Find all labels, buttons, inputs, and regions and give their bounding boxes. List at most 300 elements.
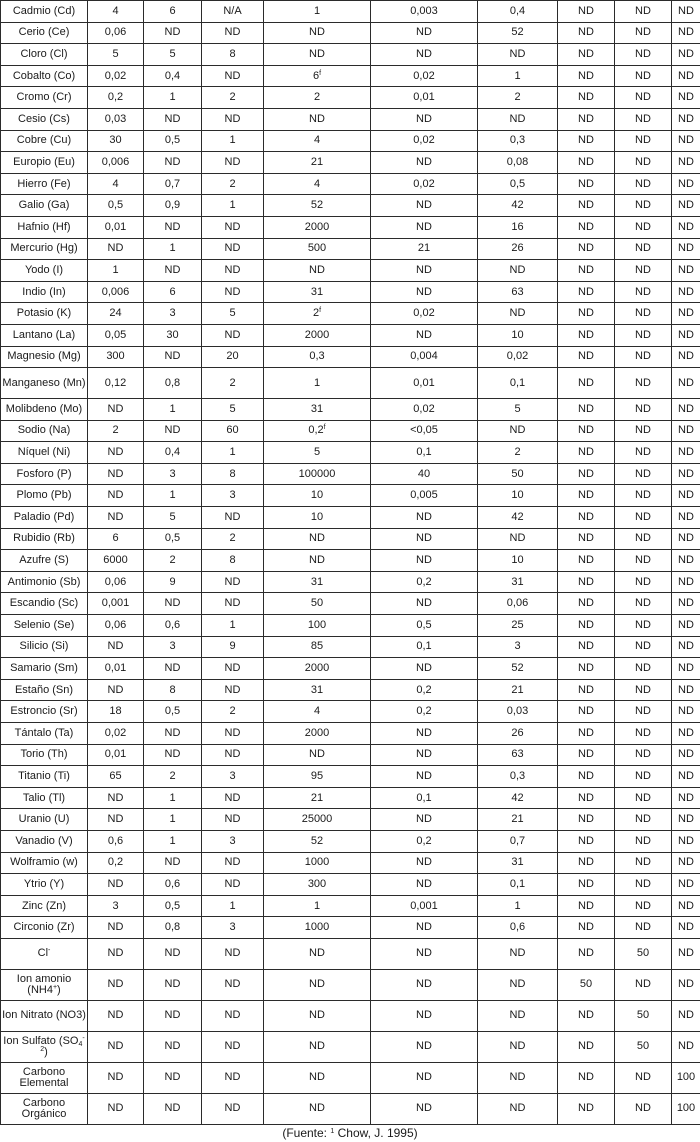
table-cell: [264, 1062, 371, 1093]
table-cell: [478, 399, 558, 421]
table-row: [1, 485, 700, 507]
table-cell: [202, 420, 264, 442]
table-cell: [615, 108, 672, 130]
row-label: [1, 701, 88, 723]
cell-value: ND: [578, 328, 594, 341]
table-cell: [202, 852, 264, 874]
cell-value: ND: [107, 813, 124, 826]
table-cell: [144, 260, 202, 282]
table-cell: [478, 615, 558, 637]
cell-value: ND: [678, 467, 694, 480]
cell-value: ND: [107, 683, 124, 696]
table-cell: [202, 744, 264, 766]
cell-value: ND: [509, 1009, 526, 1022]
row-label: [1, 615, 88, 637]
row-label-text: Samario (Sm): [10, 662, 78, 675]
cell-value: ND: [635, 726, 651, 739]
cell-value: 1: [169, 834, 176, 847]
row-label-text: Estaño (Sn): [14, 683, 74, 696]
table-cell: [615, 195, 672, 217]
table-cell: [558, 399, 615, 421]
cell-value: ND: [678, 856, 694, 869]
table-cell: [144, 87, 202, 109]
cell-value: ND: [107, 1009, 124, 1022]
table-cell: [558, 87, 615, 109]
table-cell: [371, 216, 478, 238]
table-cell: [264, 969, 371, 1000]
cell-value: ND: [578, 242, 594, 255]
table-cell: [371, 636, 478, 658]
cell-value: ND: [416, 856, 432, 869]
table-cell: [88, 679, 144, 701]
table-cell: [144, 485, 202, 507]
cell-value: ND: [416, 1040, 432, 1053]
row-label: [1, 195, 88, 217]
cell-value: ND: [635, 402, 651, 415]
table-cell: [672, 969, 700, 1000]
cell-value: 2000: [304, 662, 330, 675]
table-cell: [615, 399, 672, 421]
table-cell: [558, 874, 615, 896]
table-cell: [615, 442, 672, 464]
table-cell: [144, 238, 202, 260]
table-cell: [672, 65, 700, 87]
table-cell: [144, 636, 202, 658]
table-row: [1, 679, 700, 701]
cell-value: 3: [229, 834, 236, 847]
cell-value: ND: [635, 112, 651, 125]
cell-value: ND: [678, 134, 694, 147]
table-cell: [371, 969, 478, 1000]
table-cell: [615, 1031, 672, 1062]
table-cell: [264, 636, 371, 658]
table-row: [1, 1031, 700, 1062]
cell-value: 31: [310, 575, 324, 588]
cell-value: ND: [678, 726, 694, 739]
table-cell: [478, 324, 558, 346]
cell-value: 0,3: [309, 350, 325, 363]
table-cell: [88, 636, 144, 658]
cell-value: 0,1: [416, 640, 432, 653]
row-label: [1, 809, 88, 831]
table-cell: [615, 658, 672, 680]
table-row: [1, 938, 700, 969]
cell-value: 50: [636, 1009, 650, 1022]
table-cell: [144, 65, 202, 87]
source-caption: [0, 1126, 700, 1140]
table-row: [1, 346, 700, 368]
table-cell: [371, 420, 478, 442]
table-cell: [478, 1062, 558, 1093]
cell-value: ND: [224, 813, 241, 826]
cell-value: ND: [678, 1009, 694, 1022]
table-cell: [88, 399, 144, 421]
cell-value: 1: [169, 813, 176, 826]
row-label: [1, 550, 88, 572]
table-cell: [88, 152, 144, 174]
table-cell: [371, 1000, 478, 1031]
cell-value: ND: [635, 532, 651, 545]
table-cell: [478, 173, 558, 195]
cell-value: 6: [169, 4, 176, 17]
cell-value: ND: [635, 748, 651, 761]
table-row: [1, 1093, 700, 1124]
table-cell: [478, 1000, 558, 1031]
cell-value: ND: [509, 112, 526, 125]
table-cell: [615, 917, 672, 939]
table-cell: [558, 195, 615, 217]
cell-value: ND: [578, 510, 594, 523]
cell-value: ND: [416, 532, 432, 545]
cell-value: 5: [229, 402, 236, 415]
table-cell: [202, 368, 264, 399]
table-cell: [478, 830, 558, 852]
cell-value: ND: [509, 424, 526, 437]
row-label: [1, 723, 88, 745]
cell-value: ND: [578, 791, 594, 804]
cell-value: 0,01: [413, 376, 435, 389]
cell-value: 24: [109, 307, 122, 320]
cell-value: ND: [509, 307, 526, 320]
table-cell: [558, 615, 615, 637]
cell-value: 0,5: [164, 532, 181, 545]
cell-value: ND: [678, 242, 694, 255]
table-cell: [615, 938, 672, 969]
table-cell: [88, 216, 144, 238]
table-cell: [371, 571, 478, 593]
cell-value: 21: [511, 813, 524, 826]
cell-value: ND: [578, 899, 594, 912]
table-cell: [144, 917, 202, 939]
cell-value: ND: [635, 489, 651, 502]
table-cell: [202, 399, 264, 421]
table-row: [1, 895, 700, 917]
cell-value: ND: [578, 575, 594, 588]
table-cell: [88, 969, 144, 1000]
cell-value: ND: [678, 662, 694, 675]
table-row: [1, 65, 700, 87]
row-label-text: Carbono Orgánico: [21, 1096, 67, 1120]
table-cell: [558, 1, 615, 23]
cell-value: ND: [578, 47, 594, 60]
table-cell: [202, 571, 264, 593]
cell-value: ND: [635, 640, 651, 653]
cell-value: ND: [164, 748, 181, 761]
cell-value: 0,06: [506, 597, 529, 610]
cell-value: ND: [578, 726, 594, 739]
cell-value: ND: [509, 978, 526, 991]
table-cell: [264, 852, 371, 874]
cell-value: 100000: [298, 467, 336, 480]
cell-value: 0,01: [413, 91, 435, 104]
table-cell: [144, 550, 202, 572]
cell-value: 31: [511, 856, 524, 869]
cell-value: ND: [578, 813, 594, 826]
table-cell: [88, 809, 144, 831]
table-cell: [615, 485, 672, 507]
table-cell: [478, 1093, 558, 1124]
row-label-text: Titanio (Ti): [18, 769, 70, 782]
table-cell: [371, 593, 478, 615]
table-cell: [558, 528, 615, 550]
cell-value: ND: [635, 69, 651, 82]
cell-value: 60: [226, 424, 239, 437]
cell-value: ND: [678, 791, 694, 804]
table-cell: [264, 830, 371, 852]
table-cell: [371, 260, 478, 282]
cell-value: ND: [416, 1102, 432, 1115]
cell-value: 0,1: [416, 446, 432, 459]
table-cell: [202, 65, 264, 87]
row-label-text: Estroncio (Sr): [10, 705, 78, 718]
table-cell: [144, 593, 202, 615]
table-cell: [558, 1000, 615, 1031]
cell-value: ND: [224, 662, 241, 675]
cell-value: ND: [635, 877, 651, 890]
table-cell: [371, 303, 478, 325]
cell-value: 42: [511, 510, 524, 523]
cell-value: ND: [678, 47, 694, 60]
table-cell: [264, 938, 371, 969]
table-row: [1, 238, 700, 260]
table-cell: [558, 281, 615, 303]
row-label: [1, 830, 88, 852]
row-label-text: Yodo (I): [24, 263, 64, 276]
row-label: [1, 463, 88, 485]
row-label: [1, 852, 88, 874]
table-cell: [144, 346, 202, 368]
cell-value: 85: [310, 640, 324, 653]
cell-value: 8: [169, 683, 176, 696]
table-cell: [371, 65, 478, 87]
cell-value: 1: [313, 899, 321, 912]
table-cell: [264, 917, 371, 939]
cell-value: 21: [310, 791, 324, 804]
cell-value: 2: [229, 177, 236, 190]
cell-value: ND: [578, 947, 594, 960]
cell-value: 0,1: [509, 877, 526, 890]
cell-value: 50: [579, 978, 593, 991]
table-cell: [672, 852, 700, 874]
table-cell: [371, 658, 478, 680]
table-cell: [202, 44, 264, 66]
cell-value: 31: [310, 285, 324, 298]
table-cell: [202, 787, 264, 809]
cell-value: ND: [635, 307, 651, 320]
table-cell: [88, 368, 144, 399]
cell-value: 1000: [304, 856, 330, 869]
table-cell: [88, 260, 144, 282]
table-cell: [558, 550, 615, 572]
cell-value: 0,06: [104, 575, 127, 588]
cell-value: 1: [169, 489, 176, 502]
table-cell: [264, 130, 371, 152]
table-cell: [144, 1062, 202, 1093]
table-row: [1, 420, 700, 442]
table-cell: [264, 44, 371, 66]
cell-value: N/A: [223, 4, 242, 17]
table-cell: [88, 346, 144, 368]
table-cell: [558, 1062, 615, 1093]
table-cell: [615, 550, 672, 572]
table-cell: [202, 1031, 264, 1062]
cell-value: ND: [578, 1040, 594, 1053]
table-cell: [558, 895, 615, 917]
cell-value: ND: [224, 1102, 241, 1115]
table-cell: [88, 766, 144, 788]
cell-value: ND: [678, 834, 694, 847]
table-row: [1, 969, 700, 1000]
table-cell: [558, 442, 615, 464]
table-row: [1, 195, 700, 217]
table-cell: [88, 485, 144, 507]
cell-value: 6: [312, 69, 320, 82]
cell-value: ND: [416, 877, 432, 890]
table-cell: [672, 399, 700, 421]
table-cell: [478, 130, 558, 152]
cell-value: ND: [164, 112, 181, 125]
cell-value: 1: [169, 242, 176, 255]
table-cell: [144, 442, 202, 464]
table-cell: [264, 528, 371, 550]
cell-value: 100: [676, 1102, 696, 1115]
cell-value: ND: [578, 199, 594, 212]
table-cell: [371, 1, 478, 23]
table-row: [1, 260, 700, 282]
cell-value: ND: [578, 155, 594, 168]
table-cell: [264, 723, 371, 745]
cell-value: ND: [678, 220, 694, 233]
row-label: [1, 1031, 88, 1062]
caption-footnote-mark: 1: [330, 1128, 335, 1135]
table-cell: [88, 550, 144, 572]
table-row: [1, 324, 700, 346]
table-cell: [615, 701, 672, 723]
cell-value: ND: [678, 328, 694, 341]
table-cell: [558, 130, 615, 152]
table-cell: [672, 701, 700, 723]
cell-value: ND: [678, 263, 694, 276]
table-cell: [371, 130, 478, 152]
cell-value: 1: [313, 4, 321, 17]
cell-value: 0,1: [416, 791, 432, 804]
cell-value: 21: [310, 155, 324, 168]
table-cell: [144, 507, 202, 529]
table-cell: [478, 636, 558, 658]
table-cell: [88, 830, 144, 852]
row-label-superscript: +: [52, 983, 58, 991]
table-cell: [144, 938, 202, 969]
row-label: [1, 787, 88, 809]
table-cell: [88, 593, 144, 615]
table-row: [1, 108, 700, 130]
cell-value: ND: [416, 662, 432, 675]
row-label-text: Ytrio (Y): [23, 877, 65, 890]
table-cell: [202, 303, 264, 325]
cell-value: ND: [578, 489, 594, 502]
table-cell: [202, 874, 264, 896]
cell-value: 63: [511, 285, 524, 298]
cell-value: 31: [511, 575, 524, 588]
table-cell: [371, 346, 478, 368]
row-label-text: Manganeso (Mn): [2, 376, 86, 389]
table-cell: [672, 571, 700, 593]
table-cell: [558, 368, 615, 399]
table-cell: [558, 485, 615, 507]
cell-value: 0,02: [413, 177, 435, 190]
cell-value: ND: [635, 618, 651, 631]
row-label-text: Circonio (Zr): [13, 921, 75, 934]
table-cell: [615, 571, 672, 593]
table-cell: [371, 744, 478, 766]
cell-value: ND: [164, 726, 181, 739]
cell-value: 300: [307, 877, 327, 890]
table-cell: [264, 195, 371, 217]
cell-value: ND: [678, 640, 694, 653]
table-cell: [672, 593, 700, 615]
table-row: [1, 874, 700, 896]
cell-value: ND: [224, 978, 241, 991]
table-cell: [558, 766, 615, 788]
cell-value: ND: [635, 705, 651, 718]
cell-value: ND: [164, 26, 181, 39]
table-cell: [558, 701, 615, 723]
table-cell: [264, 658, 371, 680]
row-label-text: Wolframio (w): [10, 856, 78, 869]
table-cell: [202, 969, 264, 1000]
cell-value: 0,2: [416, 705, 432, 718]
cell-value: ND: [164, 662, 181, 675]
table-cell: [478, 442, 558, 464]
cell-value: 1: [229, 618, 236, 631]
table-cell: [672, 723, 700, 745]
table-cell: [88, 442, 144, 464]
table-cell: [672, 744, 700, 766]
cell-value: 0,006: [101, 155, 130, 168]
table-cell: [144, 766, 202, 788]
cell-value: 0,12: [104, 376, 127, 389]
cell-value: ND: [635, 1102, 651, 1115]
table-cell: [478, 485, 558, 507]
row-label-superscript: -: [48, 947, 51, 955]
cell-value: ND: [635, 834, 651, 847]
cell-value: ND: [416, 263, 432, 276]
row-label: [1, 324, 88, 346]
cell-value: ND: [164, 978, 181, 991]
row-label: [1, 420, 88, 442]
table-cell: [144, 809, 202, 831]
cell-value: ND: [107, 510, 124, 523]
cell-value: 0,3: [509, 769, 526, 782]
cell-value: 42: [511, 791, 524, 804]
cell-value: 2: [313, 91, 321, 104]
table-cell: [558, 507, 615, 529]
row-label: [1, 260, 88, 282]
cell-value: ND: [416, 328, 432, 341]
cell-value: ND: [107, 877, 124, 890]
table-cell: [615, 281, 672, 303]
cell-value: 52: [310, 199, 324, 212]
table-cell: [264, 550, 371, 572]
cell-value: ND: [164, 263, 181, 276]
cell-value: ND: [678, 199, 694, 212]
table-cell: [672, 108, 700, 130]
cell-value: 1: [514, 69, 521, 82]
table-cell: [371, 917, 478, 939]
cell-value: 6000: [103, 554, 128, 567]
table-cell: [672, 44, 700, 66]
table-cell: [371, 701, 478, 723]
